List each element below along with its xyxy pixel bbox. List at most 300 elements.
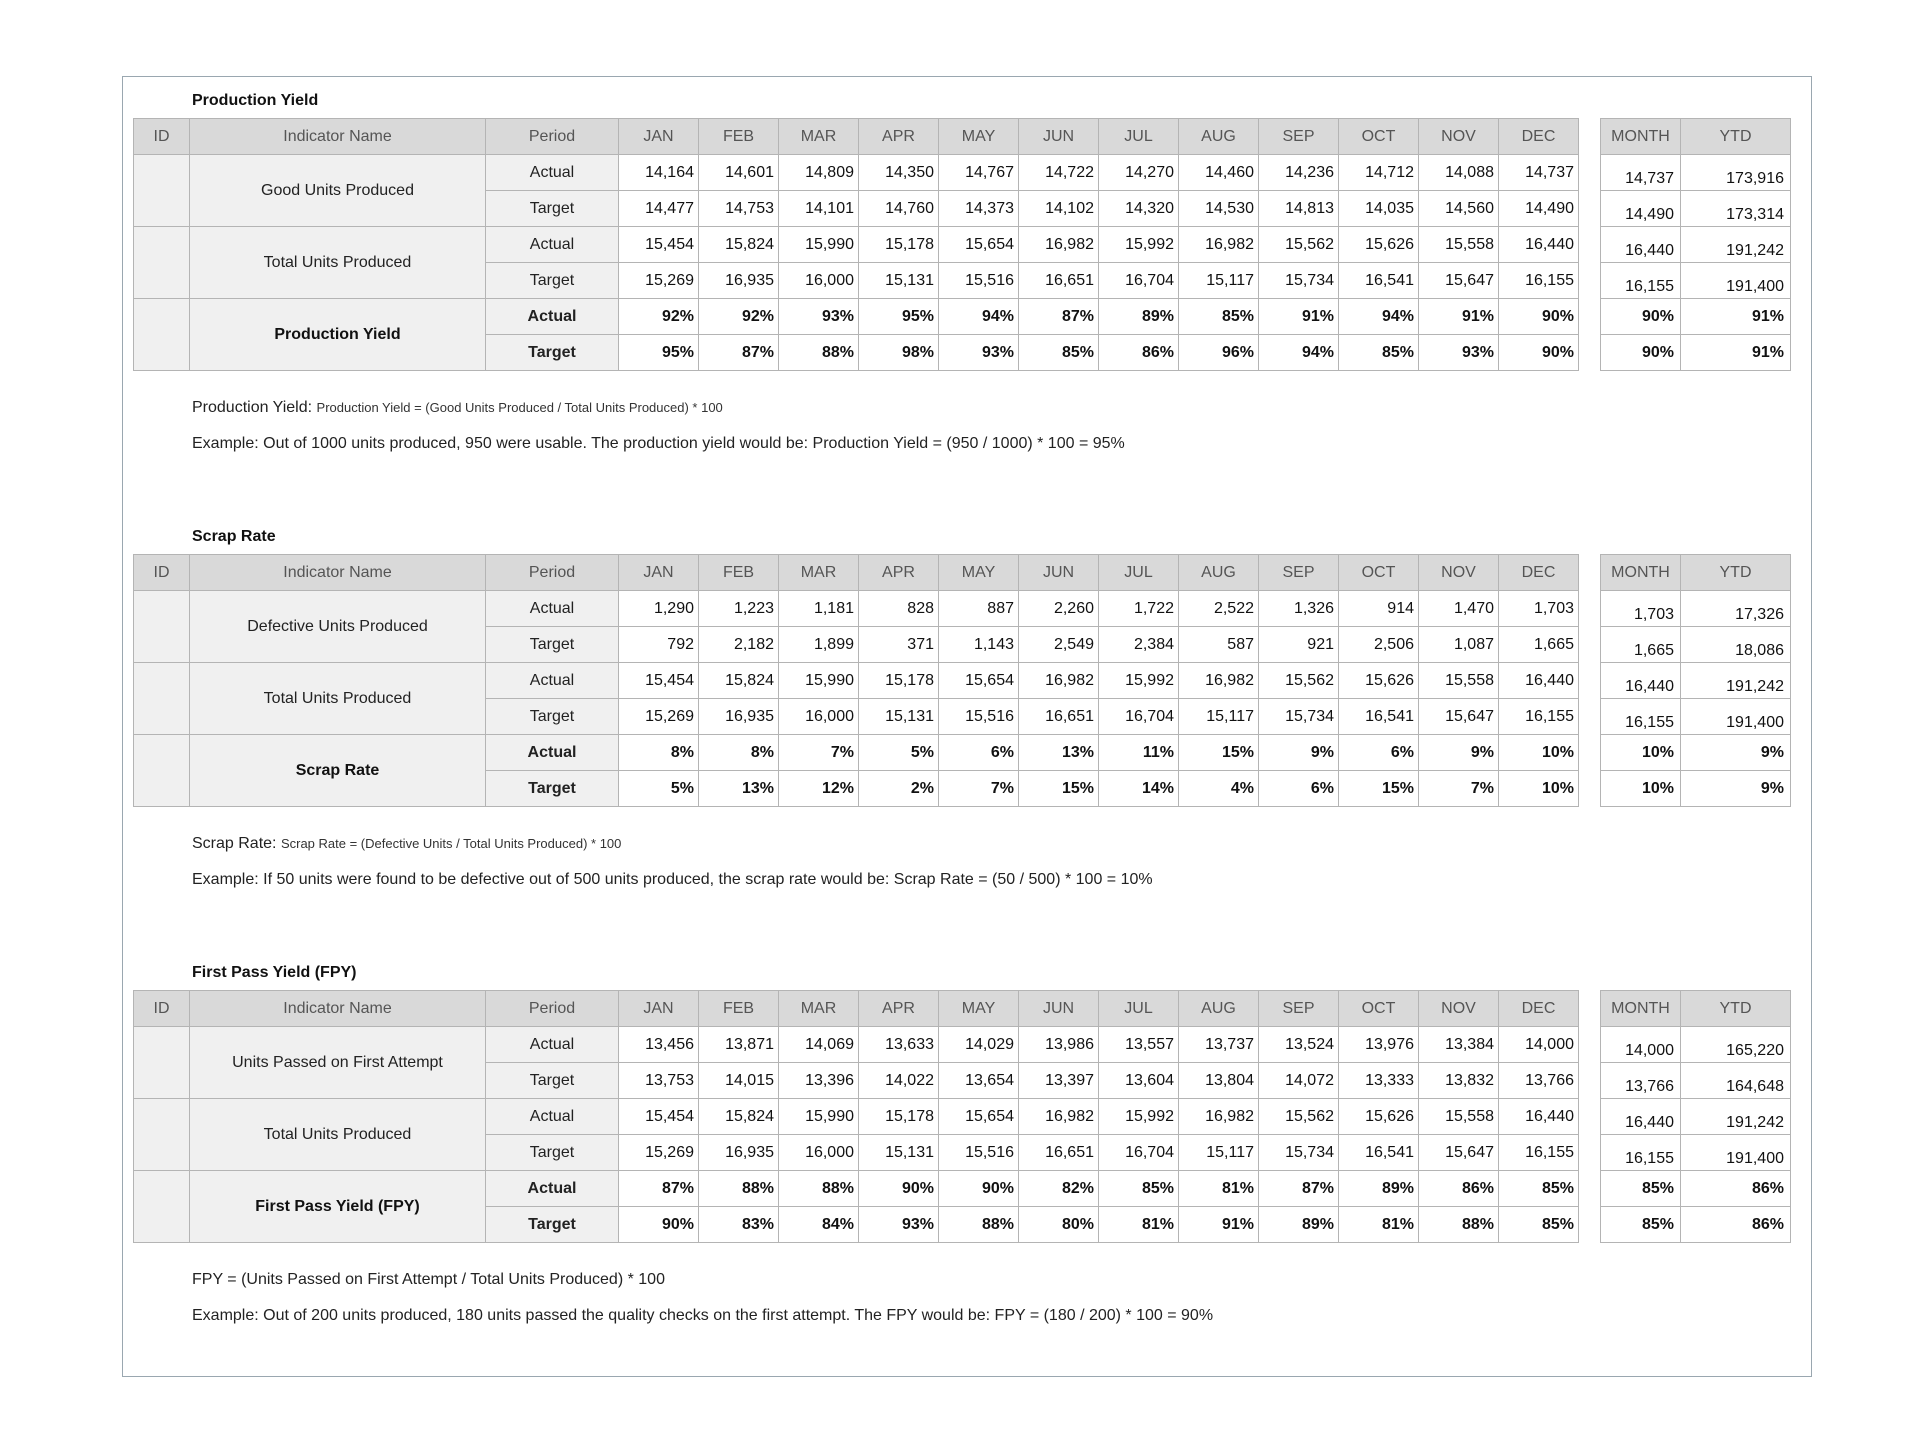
table-row bbox=[134, 1171, 1791, 1207]
value-cell-oct: 14,035 bbox=[1339, 191, 1419, 227]
table-header-row bbox=[134, 991, 1791, 1027]
value-cell-feb: 15,824 bbox=[699, 1099, 779, 1135]
value-cell-mar: 14,101 bbox=[779, 191, 859, 227]
value-cell-jan: 15,454 bbox=[619, 1099, 699, 1135]
header-id: ID bbox=[134, 991, 190, 1027]
indicator-id-cell bbox=[134, 155, 190, 227]
value-cell-may: 93% bbox=[939, 335, 1019, 371]
header-month-jun: JUN bbox=[1019, 555, 1099, 591]
example-text: Example: If 50 units were found to be defective out of 500 units produced, the scrap rate would be: Scrap Rate = (50 / 500) * 100 = 10% bbox=[192, 871, 1153, 888]
value-cell-jan: 92% bbox=[619, 299, 699, 335]
value-cell-oct: 15% bbox=[1339, 771, 1419, 807]
indicator-id-cell bbox=[134, 1099, 190, 1171]
kpi-table bbox=[133, 118, 1791, 371]
value-cell-mar: 14,069 bbox=[779, 1027, 859, 1063]
value-cell-jul: 13,557 bbox=[1099, 1027, 1179, 1063]
value-cell-dec: 16,440 bbox=[1499, 1099, 1579, 1135]
value-cell-jan: 15,269 bbox=[619, 699, 699, 735]
value-cell-mar: 1,181 bbox=[779, 591, 859, 627]
value-cell-jan: 792 bbox=[619, 627, 699, 663]
value-cell-oct: 13,333 bbox=[1339, 1063, 1419, 1099]
value-cell-nov: 7% bbox=[1419, 771, 1499, 807]
ytd-cell: 86% bbox=[1681, 1171, 1791, 1207]
header-month-feb: FEB bbox=[699, 991, 779, 1027]
value-cell-nov: 13,832 bbox=[1419, 1063, 1499, 1099]
column-gap bbox=[1579, 299, 1601, 335]
value-cell-oct: 914 bbox=[1339, 591, 1419, 627]
indicator-name: Good Units Produced bbox=[190, 155, 486, 227]
ytd-cell: 173,916 bbox=[1681, 155, 1791, 191]
value-cell-apr: 13,633 bbox=[859, 1027, 939, 1063]
value-cell-jul: 15,992 bbox=[1099, 663, 1179, 699]
value-cell-sep: 14,813 bbox=[1259, 191, 1339, 227]
ytd-cell: 191,400 bbox=[1681, 699, 1791, 735]
value-cell-may: 15,516 bbox=[939, 699, 1019, 735]
value-cell-jul: 14% bbox=[1099, 771, 1179, 807]
column-gap bbox=[1579, 1135, 1601, 1171]
value-cell-sep: 15,562 bbox=[1259, 1099, 1339, 1135]
value-cell-jun: 2,549 bbox=[1019, 627, 1099, 663]
value-cell-jan: 15,269 bbox=[619, 263, 699, 299]
month-summary-cell: 16,440 bbox=[1601, 227, 1681, 263]
table-row bbox=[134, 1027, 1791, 1063]
value-cell-aug: 15% bbox=[1179, 735, 1259, 771]
value-cell-mar: 14,809 bbox=[779, 155, 859, 191]
value-cell-jan: 15,454 bbox=[619, 663, 699, 699]
ytd-cell: 173,314 bbox=[1681, 191, 1791, 227]
header-month-apr: APR bbox=[859, 119, 939, 155]
value-cell-may: 88% bbox=[939, 1207, 1019, 1243]
value-cell-may: 15,654 bbox=[939, 663, 1019, 699]
value-cell-apr: 15,178 bbox=[859, 1099, 939, 1135]
month-summary-cell: 16,155 bbox=[1601, 1135, 1681, 1171]
header-period: Period bbox=[486, 555, 619, 591]
value-cell-jun: 82% bbox=[1019, 1171, 1099, 1207]
value-cell-jan: 13,456 bbox=[619, 1027, 699, 1063]
ytd-cell: 17,326 bbox=[1681, 591, 1791, 627]
period-label: Target bbox=[486, 1135, 619, 1171]
value-cell-sep: 15,734 bbox=[1259, 699, 1339, 735]
section-title: Scrap Rate bbox=[192, 528, 276, 545]
value-cell-feb: 92% bbox=[699, 299, 779, 335]
value-cell-sep: 15,562 bbox=[1259, 227, 1339, 263]
value-cell-aug: 81% bbox=[1179, 1171, 1259, 1207]
value-cell-oct: 89% bbox=[1339, 1171, 1419, 1207]
value-cell-feb: 83% bbox=[699, 1207, 779, 1243]
value-cell-dec: 85% bbox=[1499, 1207, 1579, 1243]
value-cell-apr: 15,131 bbox=[859, 1135, 939, 1171]
header-month-nov: NOV bbox=[1419, 119, 1499, 155]
value-cell-sep: 94% bbox=[1259, 335, 1339, 371]
value-cell-jun: 13,986 bbox=[1019, 1027, 1099, 1063]
header-indicator-name: Indicator Name bbox=[190, 119, 486, 155]
table-row bbox=[134, 227, 1791, 263]
value-cell-sep: 15,562 bbox=[1259, 663, 1339, 699]
value-cell-apr: 93% bbox=[859, 1207, 939, 1243]
header-month-may: MAY bbox=[939, 119, 1019, 155]
value-cell-nov: 93% bbox=[1419, 335, 1499, 371]
value-cell-sep: 14,072 bbox=[1259, 1063, 1339, 1099]
indicator-id-cell bbox=[134, 299, 190, 371]
header-month-summary: MONTH bbox=[1601, 555, 1681, 591]
header-id: ID bbox=[134, 555, 190, 591]
value-cell-aug: 2,522 bbox=[1179, 591, 1259, 627]
month-summary-cell: 14,737 bbox=[1601, 155, 1681, 191]
value-cell-jan: 95% bbox=[619, 335, 699, 371]
header-month-dec: DEC bbox=[1499, 119, 1579, 155]
formula-line bbox=[192, 399, 723, 417]
column-gap bbox=[1579, 1099, 1601, 1135]
value-cell-feb: 16,935 bbox=[699, 1135, 779, 1171]
value-cell-jan: 15,269 bbox=[619, 1135, 699, 1171]
period-label: Target bbox=[486, 699, 619, 735]
value-cell-sep: 14,236 bbox=[1259, 155, 1339, 191]
column-gap bbox=[1579, 627, 1601, 663]
value-cell-jul: 89% bbox=[1099, 299, 1179, 335]
value-cell-may: 1,143 bbox=[939, 627, 1019, 663]
value-cell-may: 14,373 bbox=[939, 191, 1019, 227]
column-gap bbox=[1579, 155, 1601, 191]
column-gap bbox=[1579, 1171, 1601, 1207]
value-cell-may: 887 bbox=[939, 591, 1019, 627]
value-cell-oct: 14,712 bbox=[1339, 155, 1419, 191]
month-summary-cell: 14,490 bbox=[1601, 191, 1681, 227]
month-summary-cell: 13,766 bbox=[1601, 1063, 1681, 1099]
value-cell-nov: 13,384 bbox=[1419, 1027, 1499, 1063]
value-cell-jun: 13% bbox=[1019, 735, 1099, 771]
ytd-cell: 165,220 bbox=[1681, 1027, 1791, 1063]
value-cell-may: 15,516 bbox=[939, 1135, 1019, 1171]
value-cell-aug: 13,804 bbox=[1179, 1063, 1259, 1099]
value-cell-may: 13,654 bbox=[939, 1063, 1019, 1099]
month-summary-cell: 16,440 bbox=[1601, 663, 1681, 699]
value-cell-nov: 15,647 bbox=[1419, 263, 1499, 299]
value-cell-mar: 84% bbox=[779, 1207, 859, 1243]
value-cell-oct: 6% bbox=[1339, 735, 1419, 771]
header-month-may: MAY bbox=[939, 991, 1019, 1027]
month-summary-cell: 85% bbox=[1601, 1171, 1681, 1207]
value-cell-feb: 8% bbox=[699, 735, 779, 771]
value-cell-mar: 7% bbox=[779, 735, 859, 771]
value-cell-nov: 15,647 bbox=[1419, 699, 1499, 735]
table-row bbox=[134, 299, 1791, 335]
value-cell-aug: 85% bbox=[1179, 299, 1259, 335]
period-label: Actual bbox=[486, 227, 619, 263]
value-cell-dec: 85% bbox=[1499, 1171, 1579, 1207]
value-cell-dec: 16,440 bbox=[1499, 663, 1579, 699]
indicator-name: Scrap Rate bbox=[190, 735, 486, 807]
header-month-aug: AUG bbox=[1179, 555, 1259, 591]
value-cell-sep: 15,734 bbox=[1259, 263, 1339, 299]
formula-line bbox=[192, 1271, 665, 1289]
value-cell-mar: 12% bbox=[779, 771, 859, 807]
indicator-id-cell bbox=[134, 1027, 190, 1099]
value-cell-jul: 15,992 bbox=[1099, 227, 1179, 263]
value-cell-feb: 13% bbox=[699, 771, 779, 807]
period-label: Target bbox=[486, 1063, 619, 1099]
header-period: Period bbox=[486, 991, 619, 1027]
value-cell-apr: 15,178 bbox=[859, 227, 939, 263]
value-cell-dec: 10% bbox=[1499, 735, 1579, 771]
indicator-id-cell bbox=[134, 227, 190, 299]
value-cell-dec: 14,737 bbox=[1499, 155, 1579, 191]
period-label: Actual bbox=[486, 663, 619, 699]
value-cell-jun: 16,651 bbox=[1019, 699, 1099, 735]
value-cell-nov: 88% bbox=[1419, 1207, 1499, 1243]
value-cell-jul: 1,722 bbox=[1099, 591, 1179, 627]
value-cell-aug: 4% bbox=[1179, 771, 1259, 807]
formula-line bbox=[192, 835, 621, 853]
column-gap bbox=[1579, 1027, 1601, 1063]
value-cell-mar: 15,990 bbox=[779, 1099, 859, 1135]
header-month-aug: AUG bbox=[1179, 119, 1259, 155]
period-label: Target bbox=[486, 627, 619, 663]
month-summary-cell: 1,703 bbox=[1601, 591, 1681, 627]
header-month-summary: MONTH bbox=[1601, 119, 1681, 155]
ytd-cell: 191,400 bbox=[1681, 1135, 1791, 1171]
value-cell-may: 14,767 bbox=[939, 155, 1019, 191]
header-ytd: YTD bbox=[1681, 555, 1791, 591]
month-summary-cell: 1,665 bbox=[1601, 627, 1681, 663]
value-cell-oct: 2,506 bbox=[1339, 627, 1419, 663]
value-cell-jul: 81% bbox=[1099, 1207, 1179, 1243]
value-cell-may: 15,654 bbox=[939, 227, 1019, 263]
indicator-id-cell bbox=[134, 663, 190, 735]
value-cell-may: 90% bbox=[939, 1171, 1019, 1207]
value-cell-feb: 16,935 bbox=[699, 699, 779, 735]
ytd-cell: 9% bbox=[1681, 735, 1791, 771]
value-cell-aug: 91% bbox=[1179, 1207, 1259, 1243]
value-cell-jan: 13,753 bbox=[619, 1063, 699, 1099]
value-cell-mar: 15,990 bbox=[779, 663, 859, 699]
value-cell-mar: 1,899 bbox=[779, 627, 859, 663]
value-cell-jan: 14,164 bbox=[619, 155, 699, 191]
value-cell-feb: 88% bbox=[699, 1171, 779, 1207]
header-month-feb: FEB bbox=[699, 119, 779, 155]
value-cell-jul: 11% bbox=[1099, 735, 1179, 771]
value-cell-mar: 88% bbox=[779, 335, 859, 371]
value-cell-may: 94% bbox=[939, 299, 1019, 335]
header-month-dec: DEC bbox=[1499, 555, 1579, 591]
value-cell-nov: 1,470 bbox=[1419, 591, 1499, 627]
header-month-nov: NOV bbox=[1419, 991, 1499, 1027]
period-label: Target bbox=[486, 335, 619, 371]
section-title: Production Yield bbox=[192, 92, 319, 109]
value-cell-dec: 1,665 bbox=[1499, 627, 1579, 663]
period-label: Target bbox=[486, 1207, 619, 1243]
value-cell-mar: 16,000 bbox=[779, 1135, 859, 1171]
formula-label: Production Yield: bbox=[192, 399, 313, 416]
column-gap bbox=[1579, 227, 1601, 263]
indicator-id-cell bbox=[134, 591, 190, 663]
value-cell-apr: 15,131 bbox=[859, 699, 939, 735]
header-month-apr: APR bbox=[859, 991, 939, 1027]
value-cell-jun: 2,260 bbox=[1019, 591, 1099, 627]
value-cell-nov: 1,087 bbox=[1419, 627, 1499, 663]
formula-text: Scrap Rate = (Defective Units / Total Units Produced) * 100 bbox=[280, 836, 622, 851]
value-cell-nov: 15,558 bbox=[1419, 663, 1499, 699]
report-sheet bbox=[122, 76, 1812, 1377]
table-header-row bbox=[134, 119, 1791, 155]
indicator-name: Defective Units Produced bbox=[190, 591, 486, 663]
column-gap bbox=[1579, 335, 1601, 371]
value-cell-jun: 15% bbox=[1019, 771, 1099, 807]
value-cell-aug: 15,117 bbox=[1179, 1135, 1259, 1171]
value-cell-nov: 91% bbox=[1419, 299, 1499, 335]
period-label: Actual bbox=[486, 155, 619, 191]
column-gap bbox=[1579, 771, 1601, 807]
value-cell-mar: 93% bbox=[779, 299, 859, 335]
header-month-apr: APR bbox=[859, 555, 939, 591]
value-cell-jan: 5% bbox=[619, 771, 699, 807]
indicator-name: Total Units Produced bbox=[190, 663, 486, 735]
value-cell-feb: 16,935 bbox=[699, 263, 779, 299]
value-cell-jun: 85% bbox=[1019, 335, 1099, 371]
value-cell-nov: 14,088 bbox=[1419, 155, 1499, 191]
value-cell-aug: 587 bbox=[1179, 627, 1259, 663]
value-cell-jun: 87% bbox=[1019, 299, 1099, 335]
value-cell-mar: 88% bbox=[779, 1171, 859, 1207]
table-row bbox=[134, 735, 1791, 771]
value-cell-apr: 15,178 bbox=[859, 663, 939, 699]
value-cell-sep: 87% bbox=[1259, 1171, 1339, 1207]
value-cell-oct: 15,626 bbox=[1339, 663, 1419, 699]
table-header-row bbox=[134, 555, 1791, 591]
period-label: Target bbox=[486, 263, 619, 299]
value-cell-jan: 87% bbox=[619, 1171, 699, 1207]
value-cell-dec: 14,490 bbox=[1499, 191, 1579, 227]
period-label: Target bbox=[486, 191, 619, 227]
value-cell-feb: 1,223 bbox=[699, 591, 779, 627]
column-gap bbox=[1579, 591, 1601, 627]
ytd-cell: 18,086 bbox=[1681, 627, 1791, 663]
value-cell-jul: 14,270 bbox=[1099, 155, 1179, 191]
ytd-cell: 91% bbox=[1681, 335, 1791, 371]
value-cell-dec: 14,000 bbox=[1499, 1027, 1579, 1063]
ytd-cell: 86% bbox=[1681, 1207, 1791, 1243]
value-cell-apr: 98% bbox=[859, 335, 939, 371]
column-gap bbox=[1579, 663, 1601, 699]
header-month-mar: MAR bbox=[779, 119, 859, 155]
value-cell-feb: 14,601 bbox=[699, 155, 779, 191]
month-summary-cell: 10% bbox=[1601, 771, 1681, 807]
indicator-name: Units Passed on First Attempt bbox=[190, 1027, 486, 1099]
value-cell-feb: 87% bbox=[699, 335, 779, 371]
value-cell-jun: 14,102 bbox=[1019, 191, 1099, 227]
ytd-cell: 91% bbox=[1681, 299, 1791, 335]
value-cell-apr: 90% bbox=[859, 1171, 939, 1207]
value-cell-may: 15,654 bbox=[939, 1099, 1019, 1135]
value-cell-aug: 14,530 bbox=[1179, 191, 1259, 227]
value-cell-apr: 828 bbox=[859, 591, 939, 627]
table-row bbox=[134, 663, 1791, 699]
period-label: Actual bbox=[486, 735, 619, 771]
value-cell-jul: 16,704 bbox=[1099, 1135, 1179, 1171]
value-cell-nov: 15,647 bbox=[1419, 1135, 1499, 1171]
value-cell-dec: 16,155 bbox=[1499, 1135, 1579, 1171]
value-cell-feb: 15,824 bbox=[699, 663, 779, 699]
value-cell-dec: 16,155 bbox=[1499, 263, 1579, 299]
header-month-mar: MAR bbox=[779, 991, 859, 1027]
month-summary-cell: 90% bbox=[1601, 335, 1681, 371]
value-cell-feb: 14,753 bbox=[699, 191, 779, 227]
value-cell-jul: 13,604 bbox=[1099, 1063, 1179, 1099]
example-text: Example: Out of 1000 units produced, 950 were usable. The production yield would be: Production Yield = (950 / 1000) * 100 = 95% bbox=[192, 435, 1125, 452]
value-cell-apr: 14,760 bbox=[859, 191, 939, 227]
value-cell-dec: 10% bbox=[1499, 771, 1579, 807]
value-cell-oct: 15,626 bbox=[1339, 227, 1419, 263]
value-cell-jun: 16,982 bbox=[1019, 663, 1099, 699]
value-cell-apr: 371 bbox=[859, 627, 939, 663]
header-month-dec: DEC bbox=[1499, 991, 1579, 1027]
value-cell-sep: 1,326 bbox=[1259, 591, 1339, 627]
header-month-jul: JUL bbox=[1099, 991, 1179, 1027]
value-cell-jun: 80% bbox=[1019, 1207, 1099, 1243]
value-cell-apr: 95% bbox=[859, 299, 939, 335]
value-cell-nov: 15,558 bbox=[1419, 1099, 1499, 1135]
value-cell-sep: 91% bbox=[1259, 299, 1339, 335]
column-gap bbox=[1579, 119, 1601, 155]
value-cell-dec: 16,440 bbox=[1499, 227, 1579, 263]
value-cell-jul: 2,384 bbox=[1099, 627, 1179, 663]
month-summary-cell: 90% bbox=[1601, 299, 1681, 335]
column-gap bbox=[1579, 699, 1601, 735]
value-cell-aug: 16,982 bbox=[1179, 663, 1259, 699]
value-cell-sep: 13,524 bbox=[1259, 1027, 1339, 1063]
header-month-feb: FEB bbox=[699, 555, 779, 591]
value-cell-jan: 90% bbox=[619, 1207, 699, 1243]
indicator-name: First Pass Yield (FPY) bbox=[190, 1171, 486, 1243]
value-cell-jul: 14,320 bbox=[1099, 191, 1179, 227]
value-cell-sep: 9% bbox=[1259, 735, 1339, 771]
header-month-sep: SEP bbox=[1259, 991, 1339, 1027]
value-cell-jun: 16,982 bbox=[1019, 227, 1099, 263]
header-month-oct: OCT bbox=[1339, 119, 1419, 155]
kpi-table bbox=[133, 990, 1791, 1243]
header-month-sep: SEP bbox=[1259, 555, 1339, 591]
value-cell-nov: 15,558 bbox=[1419, 227, 1499, 263]
period-label: Actual bbox=[486, 1027, 619, 1063]
value-cell-nov: 86% bbox=[1419, 1171, 1499, 1207]
header-indicator-name: Indicator Name bbox=[190, 991, 486, 1027]
header-indicator-name: Indicator Name bbox=[190, 555, 486, 591]
value-cell-oct: 16,541 bbox=[1339, 699, 1419, 735]
value-cell-aug: 14,460 bbox=[1179, 155, 1259, 191]
value-cell-sep: 89% bbox=[1259, 1207, 1339, 1243]
value-cell-aug: 15,117 bbox=[1179, 699, 1259, 735]
header-month-aug: AUG bbox=[1179, 991, 1259, 1027]
indicator-id-cell bbox=[134, 1171, 190, 1243]
header-month-jul: JUL bbox=[1099, 555, 1179, 591]
value-cell-oct: 94% bbox=[1339, 299, 1419, 335]
value-cell-aug: 16,982 bbox=[1179, 227, 1259, 263]
header-month-oct: OCT bbox=[1339, 991, 1419, 1027]
period-label: Actual bbox=[486, 1171, 619, 1207]
value-cell-jun: 14,722 bbox=[1019, 155, 1099, 191]
table-row bbox=[134, 1099, 1791, 1135]
value-cell-jan: 8% bbox=[619, 735, 699, 771]
header-month-jan: JAN bbox=[619, 555, 699, 591]
month-summary-cell: 16,155 bbox=[1601, 263, 1681, 299]
month-summary-cell: 16,155 bbox=[1601, 699, 1681, 735]
period-label: Actual bbox=[486, 591, 619, 627]
value-cell-jan: 14,477 bbox=[619, 191, 699, 227]
header-month-jan: JAN bbox=[619, 991, 699, 1027]
value-cell-jul: 86% bbox=[1099, 335, 1179, 371]
value-cell-apr: 14,022 bbox=[859, 1063, 939, 1099]
value-cell-mar: 15,990 bbox=[779, 227, 859, 263]
period-label: Actual bbox=[486, 1099, 619, 1135]
